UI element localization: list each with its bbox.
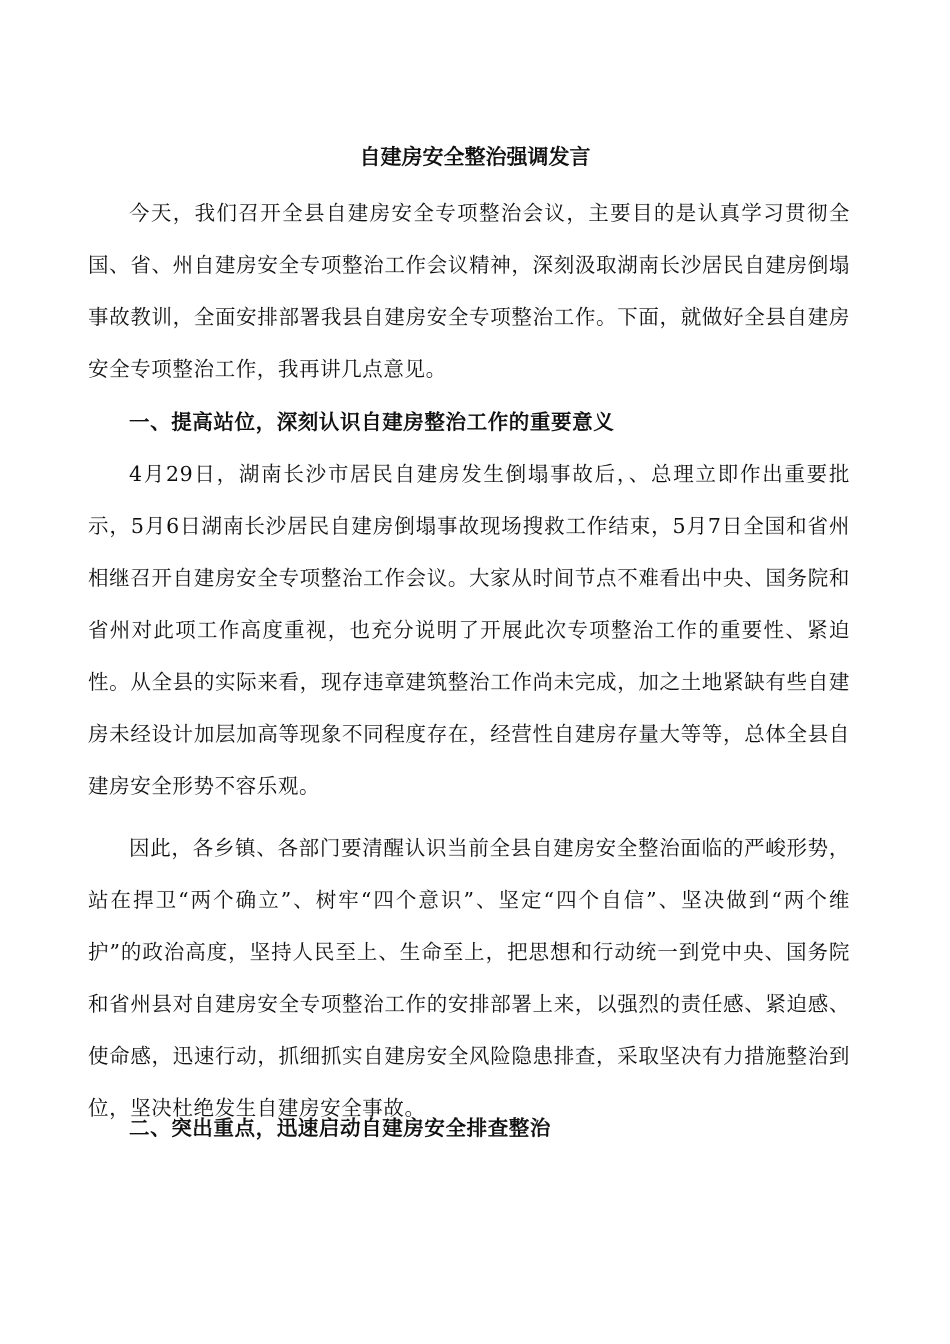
section-heading-1: 一、提高站位，深刻认识自建房整治工作的重要意义 [129,410,615,434]
document-title: 自建房安全整治强调发言 [359,144,591,169]
paragraph-requirements: 因此，各乡镇、各部门要清醒认识当前全县自建房安全整治面临的严峻形势，站在捍卫“两个确立”、树牢“四个意识”、坚定“四个自信”、坚决做到“两个维护”的政治高度，坚持人民至上、生命至上，把思想和行动统一到党中央、国务院和省州县对自建房安全专项整治工作的安排部署上来，以强烈的责任感、紧迫感、使命感，迅速行动，抓细抓实自建房安全风险隐患排查，采取坚决有力措施整治到位，坚决杜绝发生自建房安全事故。 [88,836,850,1120]
paragraph-background: 4月29日，湖南长沙市居民自建房发生倒塌事故后，、总理立即作出重要批示，5月6日湖南长沙居民自建房倒塌事故现场搜救工作结束，5月7日全国和省州相继召开自建房安全专项整治工作会议。大家从时间节点不难看出中央、国务院和省州对此项工作高度重视，也充分说明了开展此次专项整治工作的重要性、紧迫性。从全县的实际来看，现存违章建筑整治工作尚未完成，加之土地紧缺有些自建房未经设计加层加高等现象不同程度存在，经营性自建房存量大等等，总体全县自建房安全形势不容乐观。 [88,462,850,798]
paragraph-opening: 今天，我们召开全县自建房安全专项整治会议，主要目的是认真学习贯彻全国、省、州自建房安全专项整治工作会议精神，深刻汲取湖南长沙居民自建房倒塌事故教训，全面安排部署我县自建房安全专项整治工作。下面，就做好全县自建房安全专项整治工作，我再讲几点意见。 [88,201,850,381]
section-heading-2: 二、突出重点，迅速启动自建房安全排查整治 [129,1116,551,1140]
